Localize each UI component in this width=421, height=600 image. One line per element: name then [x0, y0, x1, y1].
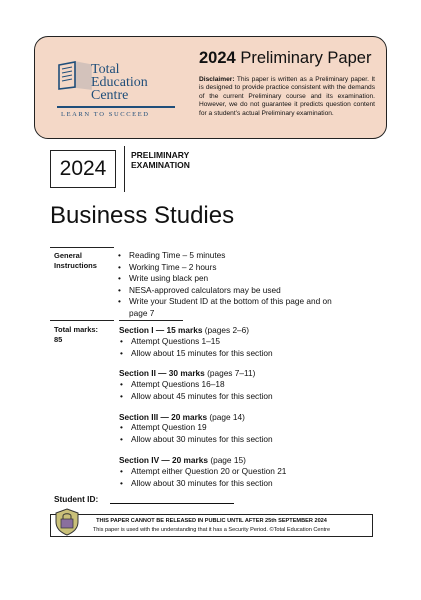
exam-year-box: 2024 — [50, 150, 116, 188]
logo-text-line2: Education — [91, 75, 148, 90]
exam-divider — [124, 146, 125, 192]
logo — [57, 59, 177, 129]
section-3-pages: (page 14) — [207, 412, 245, 422]
list-item: • Allow about 30 minutes for this section — [119, 434, 349, 446]
section-1-title: Section I — 15 marks — [119, 325, 203, 335]
general-label-line1: General — [54, 251, 82, 260]
disclaimer — [199, 76, 375, 118]
section-2-pages: (pages 7–11) — [204, 368, 256, 378]
section-4-title: Section IV — 20 marks — [119, 455, 209, 465]
student-id-label: Student ID: — [54, 494, 99, 504]
list-item: • Attempt Questions 16–18 — [119, 379, 349, 391]
student-id-field[interactable] — [110, 503, 234, 504]
security-footer — [50, 514, 373, 537]
section-2-list — [119, 379, 349, 402]
list-item: • Attempt Question 19 — [119, 422, 349, 434]
list-item: • Allow about 15 minutes for this section — [119, 348, 349, 360]
paper-title-year: 2024 — [199, 49, 236, 67]
logo-tagline: LEARN TO SUCCEED — [61, 111, 150, 118]
paper-title-rest: Preliminary Paper — [240, 49, 372, 67]
section-1-list — [119, 336, 349, 359]
footer-release-notice: THIS PAPER CANNOT BE RELEASED IN PUBLIC UNTIL AFTER 25th SEPTEMBER 2024 — [96, 518, 327, 524]
total-rule-right — [119, 320, 183, 321]
general-rule — [50, 247, 114, 248]
section-3-heading — [119, 412, 245, 422]
list-item: • Attempt either Question 20 or Question 21 — [119, 466, 349, 478]
section-4-pages: (page 15) — [208, 455, 246, 465]
logo-rule — [57, 106, 175, 108]
total-rule-left — [50, 320, 114, 321]
list-item: • NESA-approved calculators may be used — [117, 285, 339, 297]
general-label-line2: Instructions — [54, 261, 97, 270]
section-4-list — [119, 466, 349, 489]
section-1-pages: (pages 2–6) — [202, 325, 250, 335]
paper-title — [199, 49, 371, 68]
section-2-title: Section II — 30 marks — [119, 368, 205, 378]
list-item: • Working Time – 2 hours — [117, 262, 339, 274]
total-marks-value: 85 — [54, 335, 63, 344]
exam-label-line2: EXAMINATION — [131, 160, 190, 170]
list-item: • Allow about 30 minutes for this section — [119, 478, 349, 490]
general-label — [54, 251, 97, 271]
total-marks-label — [54, 325, 98, 345]
section-3-title: Section III — 20 marks — [119, 412, 208, 422]
list-item: • Write your Student ID at the bottom of this page and on page 7 — [117, 296, 339, 319]
footer-security-notice: This paper is used with the understanding that it has a Security Period. ©Total Education Centre — [92, 527, 331, 533]
section-3-list — [119, 422, 349, 445]
logo-text-line1: Total — [91, 62, 120, 77]
total-marks-label-line1: Total marks: — [54, 325, 99, 334]
subject-title: Business Studies — [50, 202, 235, 229]
section-2-heading — [119, 368, 255, 378]
logo-text-line3: Centre — [91, 88, 129, 103]
list-item: • Reading Time – 5 minutes — [117, 250, 339, 262]
disclaimer-label: Disclaimer: — [199, 76, 235, 83]
section-1-heading — [119, 325, 249, 335]
exam-label-line1: PRELIMINARY — [131, 150, 190, 160]
list-item: • Write using black pen — [117, 273, 339, 285]
general-instructions-list — [117, 250, 339, 319]
section-4-heading — [119, 455, 246, 465]
exam-label — [131, 150, 190, 170]
list-item: • Attempt Questions 1–15 — [119, 336, 349, 348]
header-box — [34, 36, 387, 139]
list-item: • Allow about 45 minutes for this section — [119, 391, 349, 403]
disclaimer-text: This paper is written as a Preliminary paper. It is designed to provide practice consistent with the demands of the current Preliminary course and its examination. However, we do not guarantee it predicts question content for a student’s actual Preliminary examination. — [199, 76, 375, 117]
